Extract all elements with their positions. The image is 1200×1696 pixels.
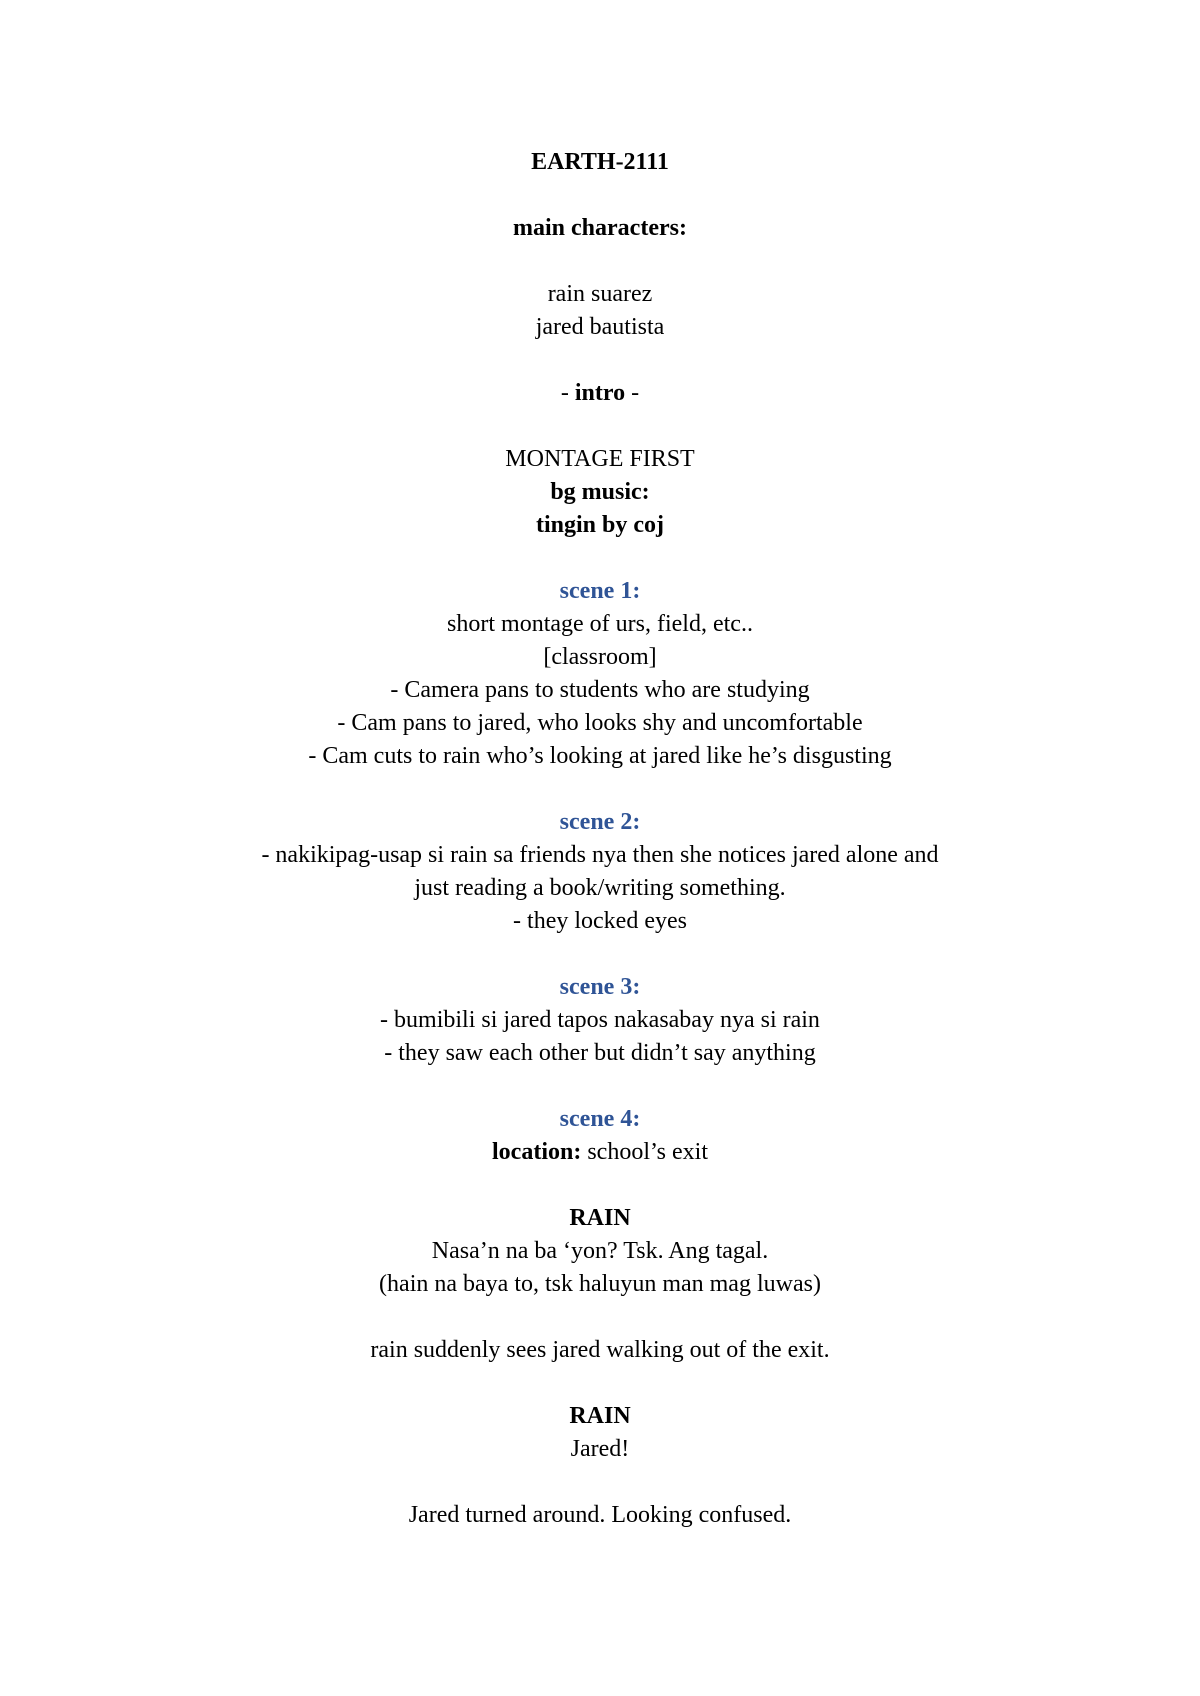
scene-1-line: short montage of urs, field, etc.. — [447, 611, 753, 637]
spacer — [100, 1301, 1100, 1334]
character-name: jared bautista — [535, 314, 665, 340]
scene-3-line: - they saw each other but didn’t say anything — [384, 1040, 816, 1066]
spacer — [100, 1466, 1100, 1499]
spacer — [100, 344, 1100, 377]
scene-4-heading: scene 4: — [559, 1106, 641, 1132]
dialogue-translation: (hain na baya to, tsk haluyun man mag luwas) — [379, 1271, 821, 1297]
spacer — [100, 179, 1100, 212]
bg-music-track: tingin by coj — [535, 512, 664, 538]
action-line: rain suddenly sees jared walking out of the exit. — [370, 1337, 830, 1363]
main-characters-heading: main characters: — [513, 215, 687, 241]
scene-1-line: - Camera pans to students who are studying — [390, 677, 810, 703]
spacer — [100, 410, 1100, 443]
action-line: Jared turned around. Looking confused. — [408, 1502, 792, 1528]
speaker-name: RAIN — [569, 1403, 631, 1429]
intro-dash-left: - — [560, 380, 575, 406]
spacer — [100, 1169, 1100, 1202]
montage-line: MONTAGE FIRST — [505, 446, 695, 472]
spacer — [100, 542, 1100, 575]
intro-label: intro — [574, 380, 626, 406]
scene-4-location — [100, 1136, 1100, 1169]
scene-2-line: just reading a book/writing something. — [414, 875, 786, 901]
dialogue-line: Jared! — [570, 1436, 630, 1462]
scene-1-line: [classroom] — [543, 644, 657, 670]
bg-music-label: bg music: — [550, 479, 650, 505]
spacer — [100, 938, 1100, 971]
spacer — [100, 1367, 1100, 1400]
document-title: EARTH-2111 — [531, 149, 669, 175]
dialogue-line: Nasa’n na ba ‘yon? Tsk. Ang tagal. — [431, 1238, 769, 1264]
scene-3-heading: scene 3: — [559, 974, 641, 1000]
location-value: school’s exit — [581, 1139, 708, 1165]
scene-1-line: - Cam cuts to rain who’s looking at jared like he’s disgusting — [308, 743, 892, 769]
scene-2-line: - nakikipag-usap si rain sa friends nya then she notices jared alone and — [261, 842, 939, 868]
scene-1-heading: scene 1: — [559, 578, 641, 604]
character-name: rain suarez — [547, 281, 653, 307]
speaker-name: RAIN — [569, 1205, 631, 1231]
spacer — [100, 773, 1100, 806]
scene-2-heading: scene 2: — [559, 809, 641, 835]
spacer — [100, 1070, 1100, 1103]
spacer — [100, 245, 1100, 278]
scene-2-line: - they locked eyes — [513, 908, 687, 934]
location-label: location: — [492, 1139, 582, 1165]
scene-3-line: - bumibili si jared tapos nakasabay nya si rain — [380, 1007, 820, 1033]
intro-heading — [100, 377, 1100, 410]
intro-dash-right: - — [625, 380, 640, 406]
scene-1-line: - Cam pans to jared, who looks shy and uncomfortable — [337, 710, 863, 736]
script-body — [100, 146, 1100, 1532]
